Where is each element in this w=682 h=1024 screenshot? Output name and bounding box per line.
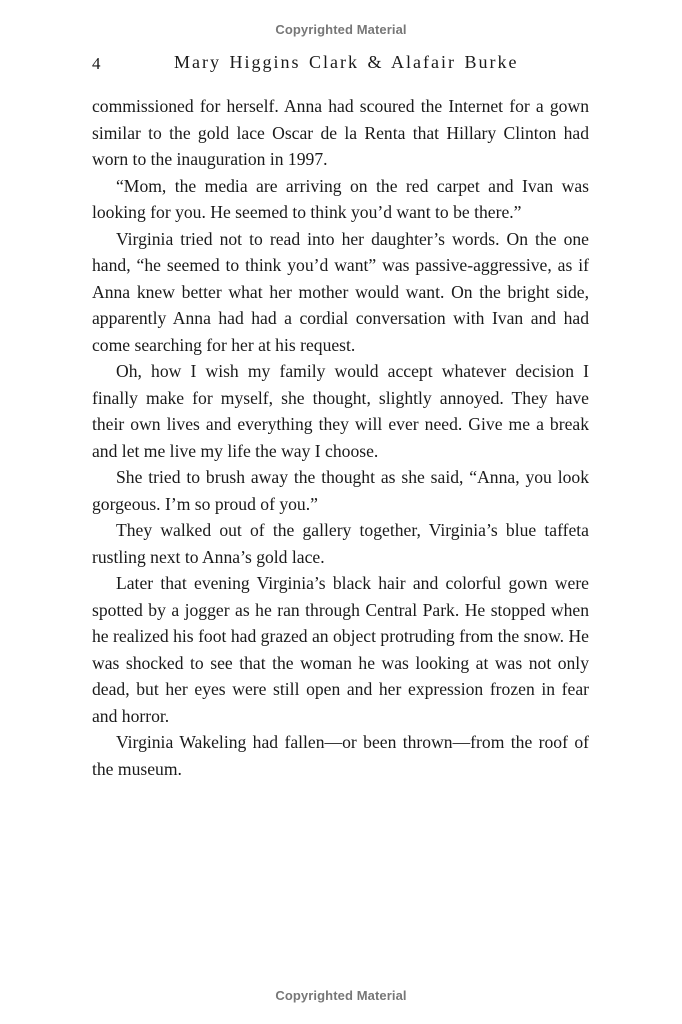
copyright-watermark-top: Copyrighted Material — [275, 22, 407, 37]
paragraph: commissioned for herself. Anna had scoured the Internet for a gown similar to the gold lace Oscar de la Renta that Hillary Clinton had worn to the inauguration in 1997. — [92, 96, 589, 169]
paragraph: Oh, how I wish my family would accept whatever decision I finally make for myself, she thought, slightly annoyed. They have their own lives and everything they will ever need. Give me a break and let me live my life the way I choose. — [92, 361, 589, 461]
paragraph: Virginia tried not to read into her daughter’s words. On the one hand, “he seemed to think you’d want” was passive-aggressive, as if Anna knew better what her mother would want. On the bright side, apparently Anna had had a cordial conversation with Ivan and had come searching for her at his request. — [92, 228, 589, 355]
page-number: 4 — [92, 54, 101, 73]
paragraph: They walked out of the gallery together, Virginia’s blue taffeta rustling next to Anna’s gold lace. — [92, 520, 589, 567]
body-text — [92, 93, 589, 782]
book-running-title: Mary Higgins Clark & Alafair Burke — [174, 52, 519, 72]
running-head — [0, 52, 682, 76]
paragraph: Later that evening Virginia’s black hair and colorful gown were spotted by a jogger as he ran through Central Park. He stopped when he realized his foot had grazed an object protruding from the snow. He was shocked to see that the woman he was looking at was not only dead, but her eyes were still open and her expression frozen in fear and horror. — [92, 573, 589, 726]
paragraph: Virginia Wakeling had fallen—or been thrown—from the roof of the museum. — [92, 732, 589, 779]
copyright-watermark-bottom: Copyrighted Material — [275, 988, 407, 1003]
paragraph: “Mom, the media are arriving on the red carpet and Ivan was looking for you. He seemed to think you’d want to be there.” — [92, 175, 589, 222]
paragraph: She tried to brush away the thought as she said, “Anna, you look gorgeous. I’m so proud of you.” — [92, 467, 589, 514]
